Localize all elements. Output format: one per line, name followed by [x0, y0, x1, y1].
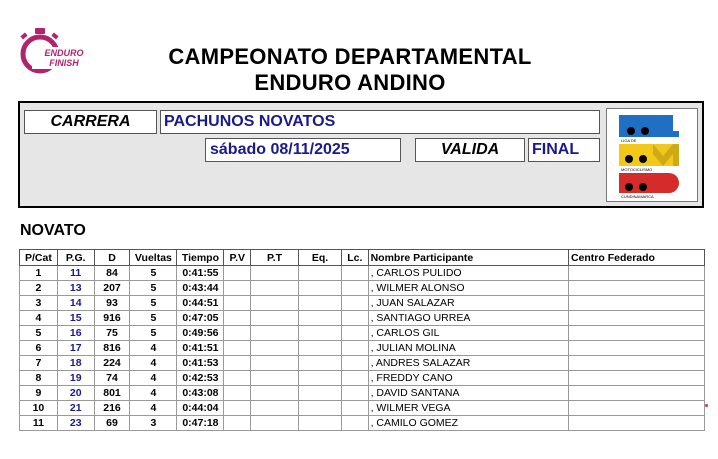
- cell-d: 216: [94, 401, 130, 416]
- cell-centro: [568, 371, 704, 386]
- table-row: [20, 401, 705, 416]
- col-header-pt: P.T: [251, 250, 299, 266]
- cell-eq: [299, 281, 342, 296]
- cell-eq: [299, 341, 342, 356]
- results-table: [19, 249, 705, 431]
- cell-d: 69: [94, 416, 130, 431]
- cell-tiempo: 0:47:18: [177, 416, 224, 431]
- cell-pg: 13: [57, 281, 94, 296]
- table-row: [20, 371, 705, 386]
- cell-pv: [224, 311, 251, 326]
- cell-lc: [342, 416, 369, 431]
- col-header-pcat: P/Cat: [20, 250, 58, 266]
- cell-lc: [342, 311, 369, 326]
- cell-d: 816: [94, 341, 130, 356]
- cell-pt: [251, 371, 299, 386]
- cell-pg: 21: [57, 401, 94, 416]
- table-row: [20, 266, 705, 281]
- cell-pt: [251, 356, 299, 371]
- cell-eq: [299, 401, 342, 416]
- cell-tiempo: 0:42:53: [177, 371, 224, 386]
- cell-pcat: 10: [20, 401, 58, 416]
- cell-tiempo: 0:44:51: [177, 296, 224, 311]
- cell-nombre: , CARLOS GIL: [368, 326, 568, 341]
- cell-pcat: 7: [20, 356, 58, 371]
- col-header-lc: Lc.: [342, 250, 369, 266]
- col-header-pg: P.G.: [57, 250, 94, 266]
- cell-nombre: , JUAN SALAZAR: [368, 296, 568, 311]
- cell-pt: [251, 266, 299, 281]
- cell-vueltas: 5: [130, 311, 177, 326]
- cell-d: 93: [94, 296, 130, 311]
- cell-pt: [251, 296, 299, 311]
- cell-centro: [568, 341, 704, 356]
- cell-pg: 19: [57, 371, 94, 386]
- cell-vueltas: 4: [130, 371, 177, 386]
- cell-nombre: , WILMER VEGA: [368, 401, 568, 416]
- cell-d: 84: [94, 266, 130, 281]
- table-row: [20, 341, 705, 356]
- cell-pcat: 1: [20, 266, 58, 281]
- cell-eq: [299, 311, 342, 326]
- cell-pv: [224, 266, 251, 281]
- cell-pcat: 11: [20, 416, 58, 431]
- logo-text-top: ENDURO: [44, 48, 84, 58]
- cell-tiempo: 0:41:51: [177, 341, 224, 356]
- page-title-line1: CAMPEONATO DEPARTAMENTAL: [168, 44, 532, 69]
- cell-pv: [224, 326, 251, 341]
- cell-vueltas: 4: [130, 341, 177, 356]
- cell-pcat: 3: [20, 296, 58, 311]
- table-row: [20, 311, 705, 326]
- race-info-panel: [18, 101, 704, 208]
- cell-tiempo: 0:41:53: [177, 356, 224, 371]
- col-header-centro: Centro Federado: [568, 250, 704, 266]
- cell-vueltas: 4: [130, 356, 177, 371]
- cell-centro: [568, 266, 704, 281]
- cell-eq: [299, 371, 342, 386]
- cell-vueltas: 5: [130, 326, 177, 341]
- cell-pv: [224, 401, 251, 416]
- cell-pg: 23: [57, 416, 94, 431]
- cell-lc: [342, 296, 369, 311]
- red-mark: [705, 404, 708, 407]
- cell-pv: [224, 296, 251, 311]
- cell-pt: [251, 311, 299, 326]
- valida-label: VALIDA: [415, 138, 525, 162]
- table-header-row: [20, 250, 705, 266]
- cell-pcat: 2: [20, 281, 58, 296]
- cell-centro: [568, 296, 704, 311]
- cell-centro: [568, 386, 704, 401]
- cell-lc: [342, 401, 369, 416]
- cell-lc: [342, 326, 369, 341]
- table-row: [20, 326, 705, 341]
- cell-pt: [251, 341, 299, 356]
- cell-nombre: , ANDRES SALAZAR: [368, 356, 568, 371]
- col-header-vueltas: Vueltas: [130, 250, 177, 266]
- cell-tiempo: 0:49:56: [177, 326, 224, 341]
- cell-vueltas: 5: [130, 266, 177, 281]
- results-body: [20, 266, 705, 431]
- cell-pg: 18: [57, 356, 94, 371]
- cell-nombre: , WILMER ALONSO: [368, 281, 568, 296]
- org-logo-line1: LIGA DE: [621, 138, 637, 143]
- cell-centro: [568, 401, 704, 416]
- valida-value: FINAL: [528, 138, 600, 162]
- cell-pg: 16: [57, 326, 94, 341]
- page-title-line2: ENDURO ANDINO: [254, 70, 446, 95]
- cell-pcat: 6: [20, 341, 58, 356]
- cell-pg: 15: [57, 311, 94, 326]
- col-header-eq: Eq.: [299, 250, 342, 266]
- cell-vueltas: 5: [130, 296, 177, 311]
- cell-vueltas: 5: [130, 281, 177, 296]
- liga-motociclismo-logo: [606, 108, 698, 202]
- cell-tiempo: 0:44:04: [177, 401, 224, 416]
- cell-pt: [251, 386, 299, 401]
- cell-lc: [342, 341, 369, 356]
- cell-tiempo: 0:41:55: [177, 266, 224, 281]
- table-row: [20, 356, 705, 371]
- table-row: [20, 416, 705, 431]
- col-header-tiempo: Tiempo: [177, 250, 224, 266]
- cell-nombre: , JULIAN MOLINA: [368, 341, 568, 356]
- cell-pcat: 5: [20, 326, 58, 341]
- cell-tiempo: 0:47:05: [177, 311, 224, 326]
- category-heading: NOVATO: [20, 222, 86, 239]
- cell-nombre: , SANTIAGO URREA: [368, 311, 568, 326]
- race-name: PACHUNOS NOVATOS: [160, 110, 600, 134]
- cell-pv: [224, 356, 251, 371]
- cell-pv: [224, 281, 251, 296]
- cell-eq: [299, 326, 342, 341]
- cell-centro: [568, 416, 704, 431]
- col-header-d: D: [94, 250, 130, 266]
- cell-vueltas: 3: [130, 416, 177, 431]
- cell-eq: [299, 386, 342, 401]
- cell-lc: [342, 266, 369, 281]
- cell-lc: [342, 371, 369, 386]
- cell-centro: [568, 356, 704, 371]
- cell-centro: [568, 311, 704, 326]
- cell-nombre: , CARLOS PULIDO: [368, 266, 568, 281]
- cell-vueltas: 4: [130, 386, 177, 401]
- cell-d: 801: [94, 386, 130, 401]
- carrera-label: CARRERA: [24, 110, 157, 134]
- cell-tiempo: 0:43:08: [177, 386, 224, 401]
- cell-centro: [568, 326, 704, 341]
- cell-nombre: , FREDDY CANO: [368, 371, 568, 386]
- cell-d: 207: [94, 281, 130, 296]
- table-row: [20, 296, 705, 311]
- cell-pcat: 4: [20, 311, 58, 326]
- cell-nombre: , DAVID SANTANA: [368, 386, 568, 401]
- table-row: [20, 386, 705, 401]
- cell-pv: [224, 371, 251, 386]
- col-header-pv: P.V: [224, 250, 251, 266]
- cell-pg: 20: [57, 386, 94, 401]
- cell-pcat: 9: [20, 386, 58, 401]
- cell-pt: [251, 401, 299, 416]
- cell-pt: [251, 416, 299, 431]
- cell-pv: [224, 386, 251, 401]
- org-logo-line2: MOTOCICLISMO: [621, 167, 653, 172]
- cell-vueltas: 4: [130, 401, 177, 416]
- cell-pt: [251, 281, 299, 296]
- cell-lc: [342, 356, 369, 371]
- cell-d: 916: [94, 311, 130, 326]
- cell-pcat: 8: [20, 371, 58, 386]
- cell-eq: [299, 356, 342, 371]
- cell-d: 74: [94, 371, 130, 386]
- cell-pg: 11: [57, 266, 94, 281]
- logo-text-bottom: FINISH: [49, 58, 79, 68]
- org-logo-line3: CUNDINAMARCA: [621, 194, 654, 199]
- cell-pg: 14: [57, 296, 94, 311]
- col-header-nombre: Nombre Participante: [368, 250, 568, 266]
- cell-tiempo: 0:43:44: [177, 281, 224, 296]
- cell-lc: [342, 281, 369, 296]
- table-row: [20, 281, 705, 296]
- enduro-finish-logo: [18, 20, 100, 80]
- cell-eq: [299, 266, 342, 281]
- cell-d: 224: [94, 356, 130, 371]
- cell-d: 75: [94, 326, 130, 341]
- cell-eq: [299, 416, 342, 431]
- cell-pt: [251, 326, 299, 341]
- cell-nombre: , CAMILO GOMEZ: [368, 416, 568, 431]
- cell-pv: [224, 341, 251, 356]
- cell-eq: [299, 296, 342, 311]
- race-date: sábado 08/11/2025: [205, 138, 401, 162]
- cell-lc: [342, 386, 369, 401]
- cell-centro: [568, 281, 704, 296]
- cell-pg: 17: [57, 341, 94, 356]
- cell-pv: [224, 416, 251, 431]
